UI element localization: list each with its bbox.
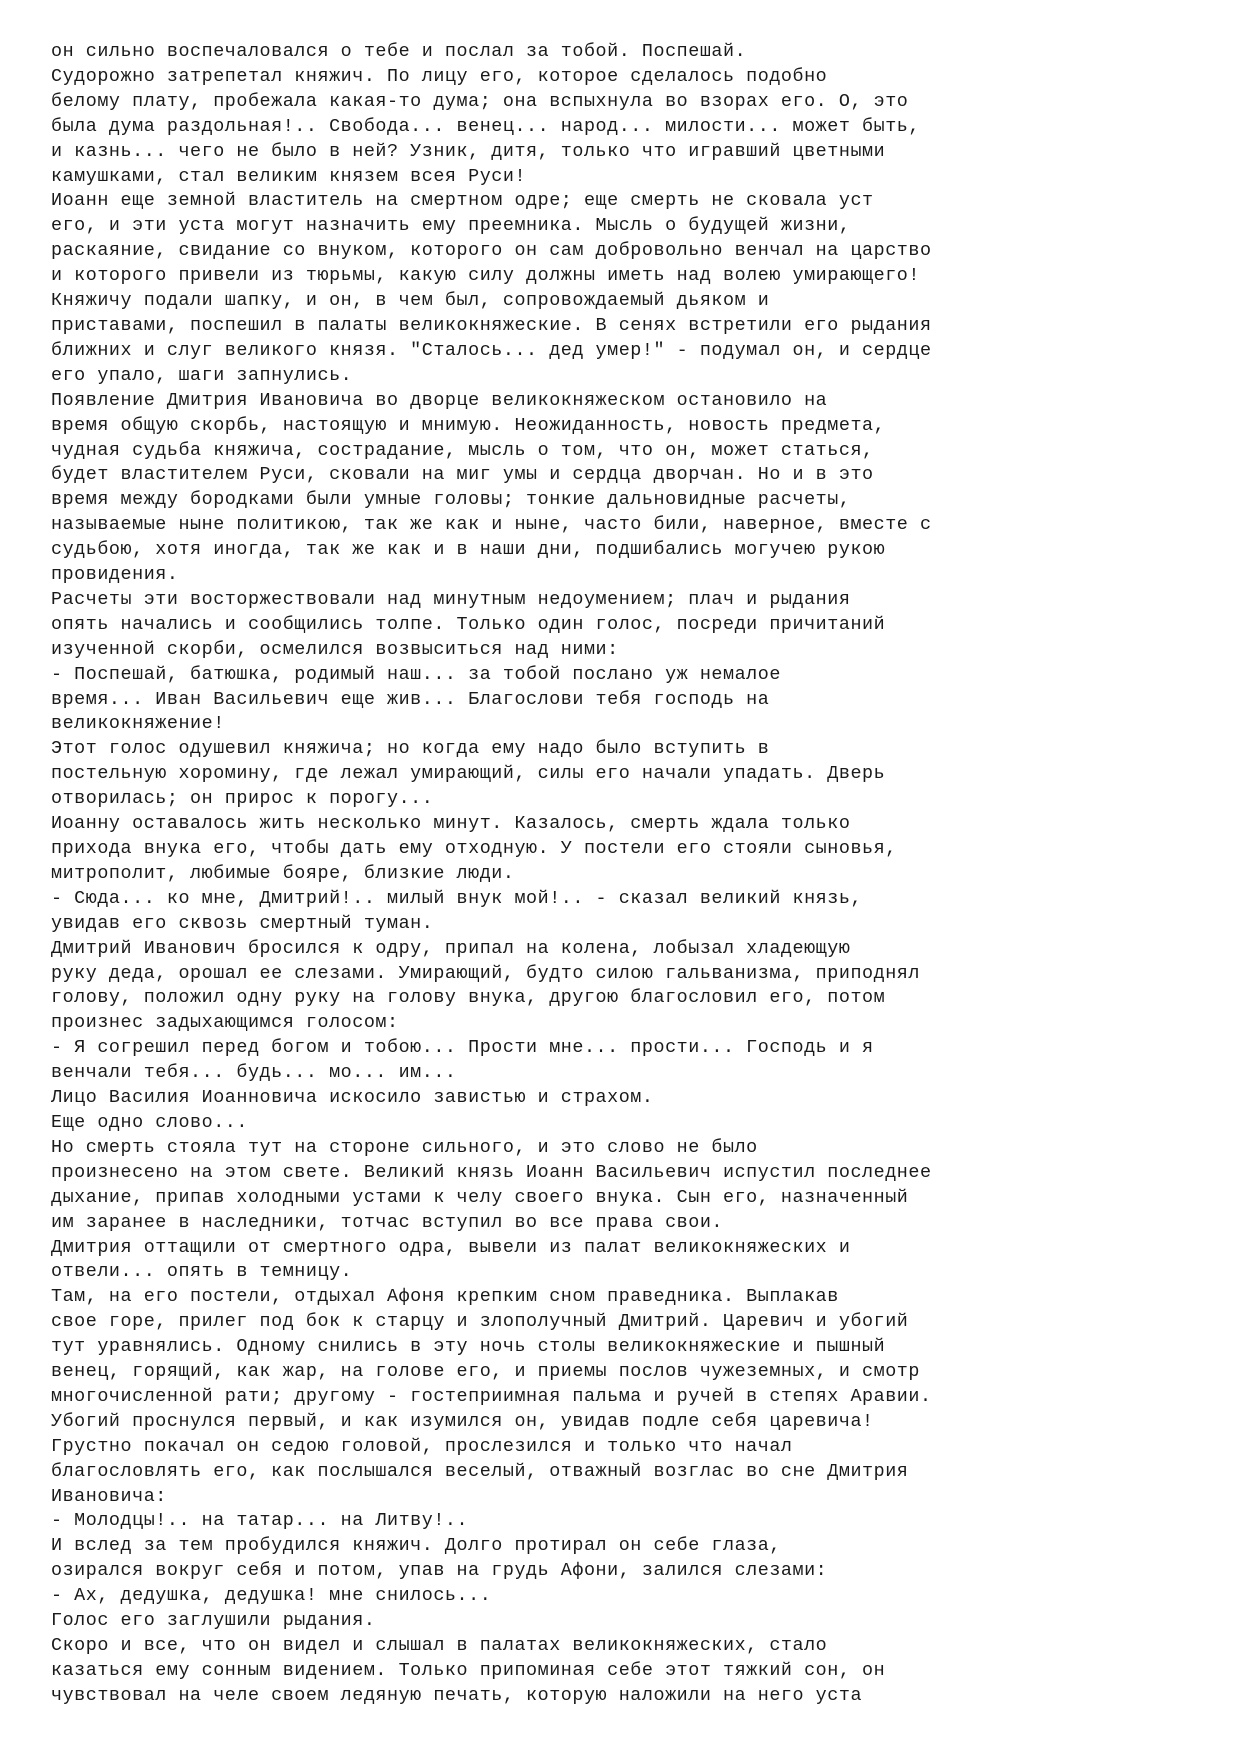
text-line: - Сюда... ко мне, Дмитрий!.. милый внук мой!.. - сказал великий князь, [51, 887, 863, 909]
text-line: его упало, шаги запнулись. [51, 364, 353, 386]
text-line: - Молодцы!.. на татар... на Литву!.. [51, 1510, 469, 1532]
text-line: время... Иван Васильевич еще жив... Благослови тебя господь на [51, 688, 770, 710]
text-line: - Я согрешил перед богом и тобою... Прости мне... прости... Господь и я [51, 1037, 874, 1059]
text-line: увидав его сквозь смертный туман. [51, 912, 434, 934]
text-line: Дмитрий Иванович бросился к одру, припал на колена, лобызал хладеющую [51, 937, 851, 959]
text-line: Голос его заглушили рыдания. [51, 1610, 376, 1632]
text-line: голову, положил одну руку на голову внука, другою благословил его, потом [51, 987, 886, 1009]
text-line: и казнь... чего не было в ней? Узник, дитя, только что игравший цветными [51, 140, 886, 162]
document-page [51, 40, 1201, 1709]
text-line: великокняжение! [51, 713, 225, 735]
text-line: время между бородками были умные головы; тонкие дальновидные расчеты, [51, 489, 851, 511]
text-line: Княжичу подали шапку, и он, в чем был, сопровождаемый дьяком и [51, 290, 770, 312]
text-line: венец, горящий, как жар, на голове его, и приемы послов чужеземных, и смотр [51, 1361, 920, 1383]
text-line: постельную хоромину, где лежал умирающий, силы его начали упадать. Дверь [51, 763, 886, 785]
text-line: камушками, стал великим князем всея Руси! [51, 165, 527, 187]
text-line: прихода внука его, чтобы дать ему отходную. У постели его стояли сыновья, [51, 838, 897, 859]
text-line: тут уравнялись. Одному снились в эту ночь столы великокняжеские и пышный [51, 1336, 886, 1358]
text-line: многочисленной рати; другому - гостеприимная пальма и ручей в степях Аравии. [51, 1385, 932, 1407]
text-line: будет властителем Руси, сковали на миг умы и сердца дворчан. Но и в это [51, 464, 874, 486]
text-line: озирался вокруг себя и потом, упав на грудь Афони, залился слезами: [51, 1560, 828, 1582]
text-line: провидения. [51, 564, 179, 586]
text-line: Лицо Василия Иоанновича искосило завистью и страхом. [51, 1087, 654, 1109]
text-line: произнес задыхающимся голосом: [51, 1012, 399, 1034]
text-line: - Поспешай, батюшка, родимый наш... за тобой послано уж немалое [51, 663, 781, 685]
text-line: казаться ему сонным видением. Только припоминая себе этот тяжкий сон, он [51, 1659, 886, 1681]
text-line: Дмитрия оттащили от смертного одра, вывели из палат великокняжеских и [51, 1236, 851, 1258]
text-line: его, и эти уста могут назначить ему преемника. Мысль о будущей жизни, [51, 215, 851, 237]
text-line: чудная судьба княжича, сострадание, мысль о том, что он, может статься, [51, 439, 874, 461]
text-line: руку деда, орошал ее слезами. Умирающий, будто силою гальванизма, приподнял [51, 962, 920, 984]
text-line: Ивановича: [51, 1485, 167, 1507]
text-line: свое горе, прилег под бок к старцу и злополучный Дмитрий. Царевич и убогий [51, 1311, 909, 1333]
text-line: Появление Дмитрия Ивановича во дворце великокняжеском остановило на [51, 389, 828, 411]
text-line: белому плату, пробежала какая-то дума; она вспыхнула во взорах его. О, это [51, 90, 909, 112]
text-line: благословлять его, как послышался веселый, отважный возглас во сне Дмитрия [51, 1460, 909, 1482]
text-line: Расчеты эти восторжествовали над минутным недоумением; плач и рыдания [51, 588, 851, 610]
text-line: митрополит, любимые бояре, близкие люди. [51, 862, 515, 884]
text-line: опять начались и сообщились толпе. Только один голос, посреди причитаний [51, 613, 886, 635]
text-line: Но смерть стояла тут на стороне сильного, и это слово не было [51, 1136, 758, 1158]
text-line: приставами, поспешил в палаты великокняжеские. В сенях встретили его рыдания [51, 314, 932, 336]
text-line: ближних и слуг великого князя. "Сталось... дед умер!" - подумал он, и сердце [51, 339, 932, 361]
text-line: изученной скорби, осмелился возвыситься над ними: [51, 638, 619, 660]
text-line: Скоро и все, что он видел и слышал в палатах великокняжеских, стало [51, 1635, 828, 1656]
text-line: дыхание, припав холодными устами к челу своего внука. Сын его, назначенный [51, 1186, 909, 1208]
text-line: произнесено на этом свете. Великий князь Иоанн Васильевич испустил последнее [51, 1161, 932, 1183]
text-line: Иоанну оставалось жить несколько минут. Казалось, смерть ждала только [51, 813, 851, 835]
text-line: им заранее в наследники, тотчас вступил во все права свои. [51, 1211, 723, 1233]
text-line: Этот голос одушевил княжича; но когда ему надо было вступить в [51, 738, 770, 760]
text-line: он сильно воспечаловался о тебе и послал за тобой. Поспешай. [51, 41, 747, 62]
text-line: отвели... опять в темницу. [51, 1261, 353, 1283]
text-line: и которого привели из тюрьмы, какую силу должны иметь над волею умирающего! [51, 265, 920, 287]
text-line: время общую скорбь, настоящую и мнимую. Неожиданность, новость предмета, [51, 414, 886, 436]
text-line: Убогий проснулся первый, и как изумился он, увидав подле себя царевича! [51, 1410, 874, 1432]
text-line: была дума раздольная!.. Свобода... венец... народ... милости... может быть, [51, 115, 920, 137]
text-line: Там, на его постели, отдыхал Афоня крепким сном праведника. Выплакав [51, 1286, 839, 1308]
text-line: И вслед за тем пробудился княжич. Долго протирал он себе глаза, [51, 1535, 781, 1557]
text-line: отворилась; он прирос к порогу... [51, 788, 434, 810]
text-line: судьбою, хотя иногда, так же как и в наши дни, подшибались могучею рукою [51, 539, 886, 561]
text-line: называемые ныне политикою, так же как и ныне, часто били, наверное, вместе с [51, 514, 932, 536]
text-line: чувствовал на челе своем ледяную печать, которую наложили на него уста [51, 1684, 863, 1706]
text-line: раскаяние, свидание со внуком, которого он сам добровольно венчал на царство [51, 240, 932, 262]
text-line: Иоанн еще земной властитель на смертном одре; еще смерть не сковала уст [51, 190, 874, 212]
text-line: Еще одно слово... [51, 1111, 248, 1133]
text-line: - Ах, дедушка, дедушка! мне снилось... [51, 1585, 492, 1607]
text-line: Судорожно затрепетал княжич. По лицу его, которое сделалось подобно [51, 65, 828, 87]
text-line: венчали тебя... будь... мо... им... [51, 1062, 457, 1084]
text-line: Грустно покачал он седою головой, прослезился и только что начал [51, 1435, 793, 1457]
